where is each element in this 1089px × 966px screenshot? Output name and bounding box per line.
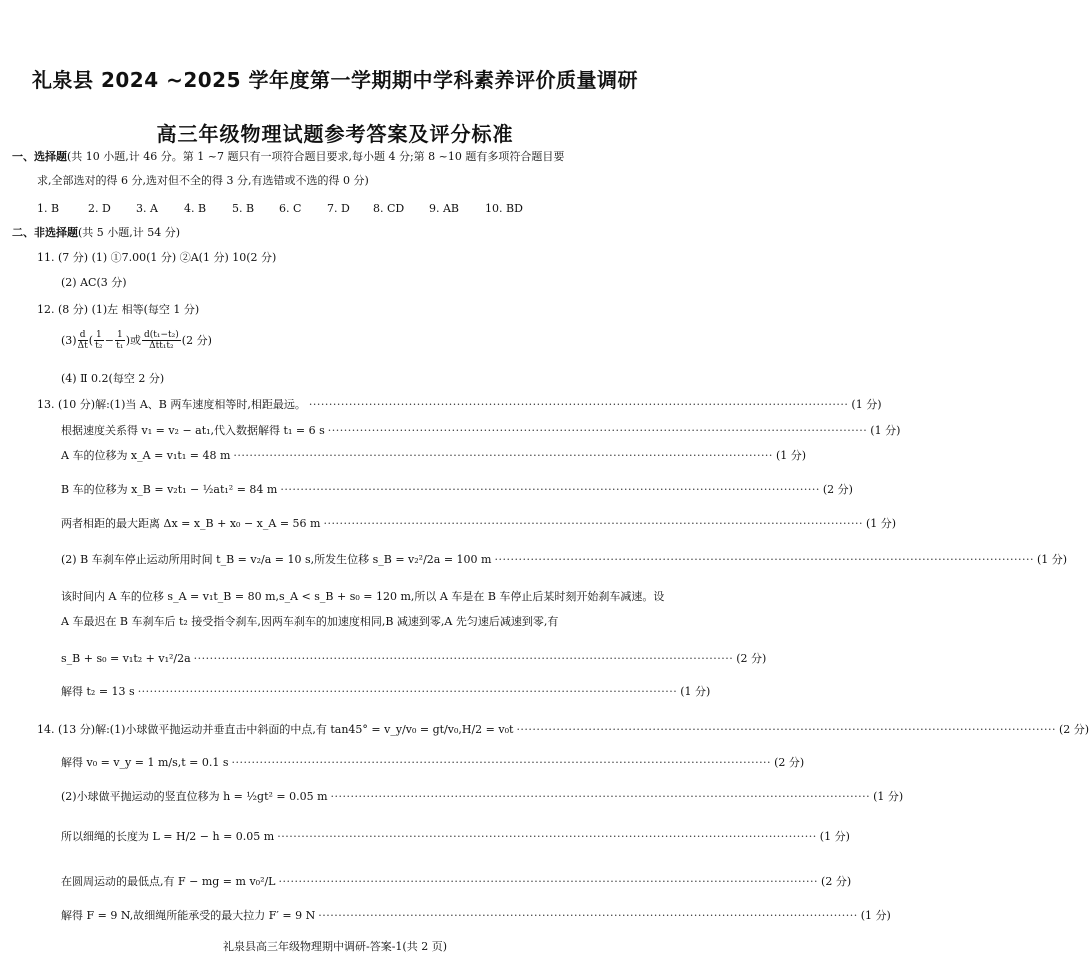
answer-10: 10. BD (485, 202, 523, 215)
answer-7: 7. D (327, 202, 350, 215)
q13-row1: 13. (10 分)解:(1)当 A、B 两车速度相等时,相距最远。 ······································································································································· (1 分) (37, 398, 882, 411)
q13-row6: (2) B 车刹车停止运动所用时间 t_B = v₂/a = 10 s,所发生位移 s_B = v₂²/2a = 100 m ······································································································································· (1 分) (61, 553, 1068, 566)
q13-row5: 两者相距的最大距离 Δx = x_B + x₀ − x_A = 56 m ······································································································································· (1 分) (61, 517, 897, 530)
answer-6: 6. C (279, 202, 302, 215)
q11-line2: (2) AC(3 分) (61, 276, 127, 289)
q12-part3-label: (3) (61, 333, 77, 347)
fraction-alternative: $\frac{\text{d(t₁−t₂)}}{\text{Δtt₁t₂}}$ (144, 330, 179, 351)
document-subtitle: 高三年级物理试题参考答案及评分标准 (156, 122, 514, 146)
section1-desc2: 求,全部选对的得 6 分,选对但不全的得 3 分,有选错或不选的得 0 分) (37, 174, 369, 187)
fraction-1-over-t1: $\frac{1}{\text{t₁}}$ (116, 330, 124, 351)
answer-3: 3. A (136, 202, 158, 215)
q13-row9: s_B + s₀ = v₁t₂ + v₁²/2a ······································································································································· (2 分) (61, 652, 767, 665)
q12-line2: (3) $\frac{d}{\Delta t}$ ( $\frac{1}{\text{t₂}}$ − $\frac{1}{\text{t₁}}$ )或 $\frac{\text{d(t₁−t₂)}}{\text{Δtt₁t₂}}$ (2 分) (61, 330, 212, 351)
q14-row1: 14. (13 分)解:(1)小球做平抛运动并垂直击中斜面的中点,有 tan45° = v_y/v₀ = gt/v₀,H/2 = v₀t ······································································································································· (2 分) (37, 723, 1089, 736)
q14-row3: (2)小球做平抛运动的竖直位移为 h = ½gt² = 0.05 m ······································································································································· (1 分) (61, 790, 904, 803)
fraction-1-over-t2: $\frac{1}{\text{t₂}}$ (95, 330, 103, 351)
q12-line1: 12. (8 分) (1)左 相等(每空 1 分) (37, 303, 200, 316)
q13-row4: B 车的位移为 x_B = v₂t₁ − ½at₁² = 84 m ······································································································································· (2 分) (61, 483, 853, 496)
answer-9: 9. AB (429, 202, 460, 215)
q13-row7: 该时间内 A 车的位移 s_A = v₁t_B = 80 m,s_A < s_B + s₀ = 120 m,所以 A 车是在 B 车停止后某时刻开始刹车减速。设 (61, 590, 665, 603)
q14-row2: 解得 v₀ = v_y = 1 m/s,t = 0.1 s ······································································································································· (2 分) (61, 756, 805, 769)
page-footer: 礼泉县高三年级物理期中调研-答案-1(共 2 页) (222, 940, 447, 953)
section2-heading: 二、非选择题 (12, 226, 78, 239)
section2-desc: (共 5 小题,计 54 分) (78, 226, 181, 239)
answer-4: 4. B (184, 202, 207, 215)
answer-8: 8. CD (373, 202, 405, 215)
answer-2: 2. D (88, 202, 111, 215)
q14-row4: 所以细绳的长度为 L = H/2 − h = 0.05 m ······································································································································· (1 分) (61, 830, 850, 843)
section1-heading: 一、选择题 (12, 150, 67, 163)
fraction-d-over-dt: $\frac{d}{\Delta t}$ (77, 330, 88, 351)
q13-row3: A 车的位移为 x_A = v₁t₁ = 48 m ······································································································································· (1 分) (61, 449, 807, 462)
section1-desc1: (共 10 小题,计 46 分。第 1 ~7 题只有一项符合题目要求,每小题 4 分;第 8 ~10 题有多项符合题目要 (67, 150, 565, 163)
q12-line3: (4) Ⅱ 0.2(每空 2 分) (61, 372, 165, 385)
section2-line (12, 226, 180, 240)
q14-row5: 在圆周运动的最低点,有 F − mg = m v₀²/L ······································································································································· (2 分) (61, 875, 852, 888)
q13-row8: A 车最迟在 B 车刹车后 t₂ 接受指令刹车,因两车刹车的加速度相同,B 减速到零,A 先匀速后减速到零,有 (61, 615, 559, 628)
q11-line1: 11. (7 分) (1) ①7.00(1 分) ②A(1 分) 10(2 分) (37, 251, 277, 264)
section1-line1 (12, 150, 564, 164)
answer-1: 1. B (37, 202, 60, 215)
answer-5: 5. B (232, 202, 255, 215)
q13-row10: 解得 t₂ = 13 s ······································································································································· (1 分) (61, 685, 711, 698)
q13-row2: 根据速度关系得 v₁ = v₂ − at₁,代入数据解得 t₁ = 6 s ······································································································································· (1 分) (61, 424, 901, 437)
document-title: 礼泉县 2024 ~2025 学年度第一学期期中学科素养评价质量调研 (32, 68, 638, 92)
q14-row6: 解得 F = 9 N,故细绳所能承受的最大拉力 F′ = 9 N ······································································································································· (1 分) (61, 909, 891, 922)
